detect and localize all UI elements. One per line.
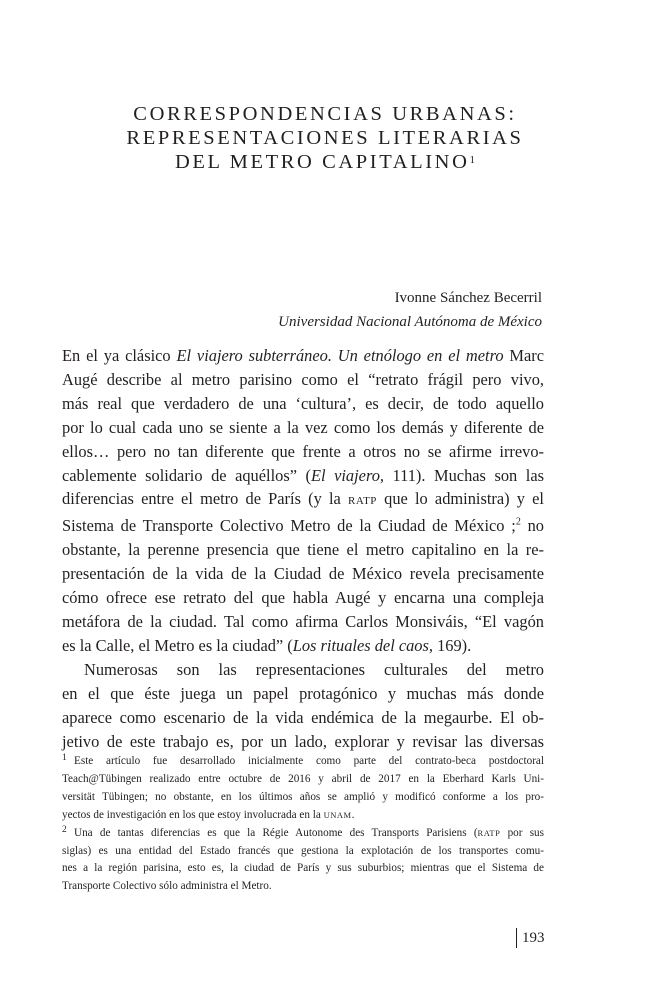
body-line: Augé describe al metro parisino como el “retrato frágil pero vivo, bbox=[62, 369, 544, 389]
body-line: obstante, la perenne presencia que tiene el metro capitalino en la re- bbox=[62, 540, 544, 560]
author-name: Ivonne Sánchez Becerril bbox=[394, 290, 542, 306]
body-line: cómo ofrece ese retrato del que habla Augé y encarna una compleja bbox=[62, 588, 544, 608]
footnote-line: yectos de investigación en los que estoy involucrada en la UNAM. bbox=[62, 808, 355, 821]
body-line: es la Calle, el Metro es la ciudad” (Los rituales del caos, 169). bbox=[62, 635, 472, 655]
acronym: RATP bbox=[477, 827, 501, 838]
footnote-line: Transporte Colectivo sólo administra el Metro. bbox=[62, 880, 272, 893]
acronym: UNAM bbox=[323, 809, 352, 820]
footnote-line: versität Tübingen; no obstante, en los últimos años se amplió y modificó conforme a los pro- bbox=[62, 790, 544, 803]
body-line: por lo cual cada uno se siente a la vez como los demás y diferente de bbox=[62, 417, 544, 437]
article-title bbox=[0, 102, 650, 174]
body-line: En el ya clásico El viajero subterráneo. Un etnólogo en el metro Marc bbox=[62, 346, 545, 365]
body-line: ellos… pero no tan diferente que frente a otros no se afirme irrevo- bbox=[62, 441, 544, 461]
body-line: diferencias entre el metro de París (y la RATP que lo administra) y el bbox=[62, 489, 544, 509]
footnote-number: 2 bbox=[62, 824, 67, 835]
footnote-mark[interactable]: 2 bbox=[515, 516, 521, 528]
citation-title: Los rituales del caos, bbox=[292, 635, 433, 655]
title-line-3-text: DEL METRO CAPITALINO bbox=[175, 151, 470, 173]
footnote-line: siglas) es una entidad del Estado francés que gestiona la explotación de los transportes comu- bbox=[62, 844, 544, 857]
author-affiliation: Universidad Nacional Autónoma de México bbox=[278, 314, 542, 330]
body-line: metáfora de la ciudad. Tal como afirma Carlos Monsiváis, “El vagón bbox=[62, 611, 544, 631]
body-line: presentación de la vida de la Ciudad de México revela precisamente bbox=[62, 564, 544, 584]
footnote-line: nes a la región parisina, esto es, la ciudad de París y sus suburbios; mientras que el Sistema de bbox=[62, 862, 544, 875]
title-line-2: REPRESENTACIONES LITERARIAS bbox=[126, 127, 524, 149]
body-line: cablemente solidario de aquéllos” (El viajero, 111). Muchas son las bbox=[62, 465, 544, 485]
body-line: en el que éste juega un papel protagónico y muchas más donde bbox=[62, 683, 544, 703]
body-line: Sistema de Transporte Colectivo Metro de la Ciudad de México ;$^2$ no bbox=[62, 516, 544, 536]
footnote-line: Teach@Tübingen realizado entre octubre de 2016 y abril de 2017 en la Eberhard Karls Uni- bbox=[62, 772, 544, 785]
body-line: jetivo de este trabajo es, por un lado, explorar y revisar las diversas bbox=[62, 731, 544, 751]
page-number: 193 bbox=[516, 928, 545, 948]
footnote-number: 1 bbox=[62, 753, 67, 763]
title-line-3 bbox=[0, 150, 650, 174]
footnote-line: 1 Este artículo fue desarrollado inicialmente como parte del contrato-beca postdoctoral bbox=[62, 753, 544, 771]
author-block bbox=[278, 286, 542, 334]
body-text bbox=[62, 344, 544, 753]
footnote-line: 2 Una de tantas diferencias es que la Régie Autonome des Transports Parisiens (RATP por sus bbox=[62, 825, 544, 843]
body-line: aparece como escenario de la vida endémica de la megaurbe. El ob- bbox=[62, 707, 544, 727]
citation-title: El viajero, bbox=[310, 465, 385, 485]
body-line: más real que verdadero de una ‘cultura’, es decir, de todo aquello bbox=[62, 393, 544, 413]
body-line: Numerosas son las representaciones culturales del metro bbox=[84, 659, 544, 679]
footnotes bbox=[62, 753, 544, 896]
title-footnote-mark[interactable]: 1 bbox=[469, 154, 475, 166]
acronym: RATP bbox=[348, 495, 377, 508]
book-title: El viajero subterráneo. Un etnólogo en el metro bbox=[176, 346, 504, 365]
title-line-1: CORRESPONDENCIAS URBANAS: bbox=[133, 103, 517, 125]
